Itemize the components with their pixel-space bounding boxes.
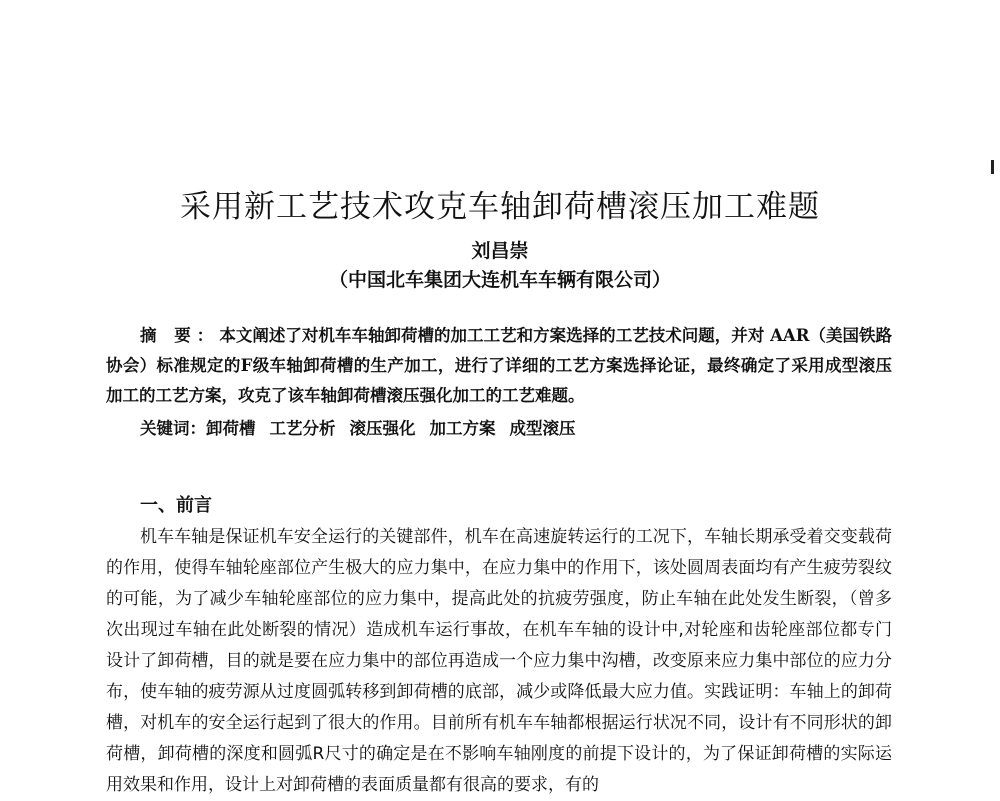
author-affiliation: （中国北车集团大连机车车辆有限公司） (328, 269, 671, 291)
author-name: 刘昌崇 (471, 240, 529, 262)
keyword-item: 滚压强化 (349, 419, 416, 438)
section-heading: 一、前言 (140, 494, 212, 516)
abstract-label: 摘 要： (140, 326, 220, 345)
abstract-text: 本文阐述了对机车车轴卸荷槽的加工工艺和方案选择的工艺技术问题，并对 AAR（美国铁路协会）标准规定的F级车轴卸荷槽的生产加工，进行了详细的工艺方案选择论证，最终确定了采用成型滚压加工的工艺方案，攻克了该车轴卸荷槽滚压强化加工的工艺难题。 (106, 326, 892, 405)
keyword-item: 卸荷槽 (206, 419, 256, 438)
body-paragraph: 机车车轴是保证机车安全运行的关键部件，机车在高速旋转运行的工况下，车轴长期承受着交变载荷的作用，使得车轴轮座部位产生极大的应力集中，在应力集中的作用下，该处圆周表面均有产生疲劳裂纹的可能，为了减少车轴轮座部位的应力集中，提高此处的抗疲劳强度，防止车轴在此处发生断裂，（曾多次出现过车轴在此处断裂的情况）造成机车运行事故，在机车车轴的设计中,对轮座和齿轮座部位都专门设计了卸荷槽，目的就是要在应力集中的部位再造成一个应力集中沟槽，改变原来应力集中部位的应力分布，使车轴的疲劳源从过度圆弧转移到卸荷槽的底部，减少或降低最大应力值。实践证明：车轴上的卸荷槽，对机车的安全运行起到了很大的作用。目前所有机车车轴都根据运行状况不同，设计有不同形状的卸荷槽，卸荷槽的深度和圆弧R尺寸的确定是在不影响车轴刚度的前提下设计的，为了保证卸荷槽的实际运用效果和作用，设计上对卸荷槽的表面质量都有很高的要求，有的 (106, 527, 892, 795)
keyword-item: 成型滚压 (509, 419, 576, 438)
keywords-label: 关键词： (140, 419, 206, 438)
page-edge-mark (991, 160, 994, 174)
abstract-paragraph (106, 321, 892, 411)
keywords-line (140, 414, 890, 444)
keyword-item: 工艺分析 (269, 419, 336, 438)
paper-title: 采用新工艺技术攻克车轴卸荷槽滚压加工难题 (180, 188, 820, 225)
keyword-item: 加工方案 (429, 419, 496, 438)
